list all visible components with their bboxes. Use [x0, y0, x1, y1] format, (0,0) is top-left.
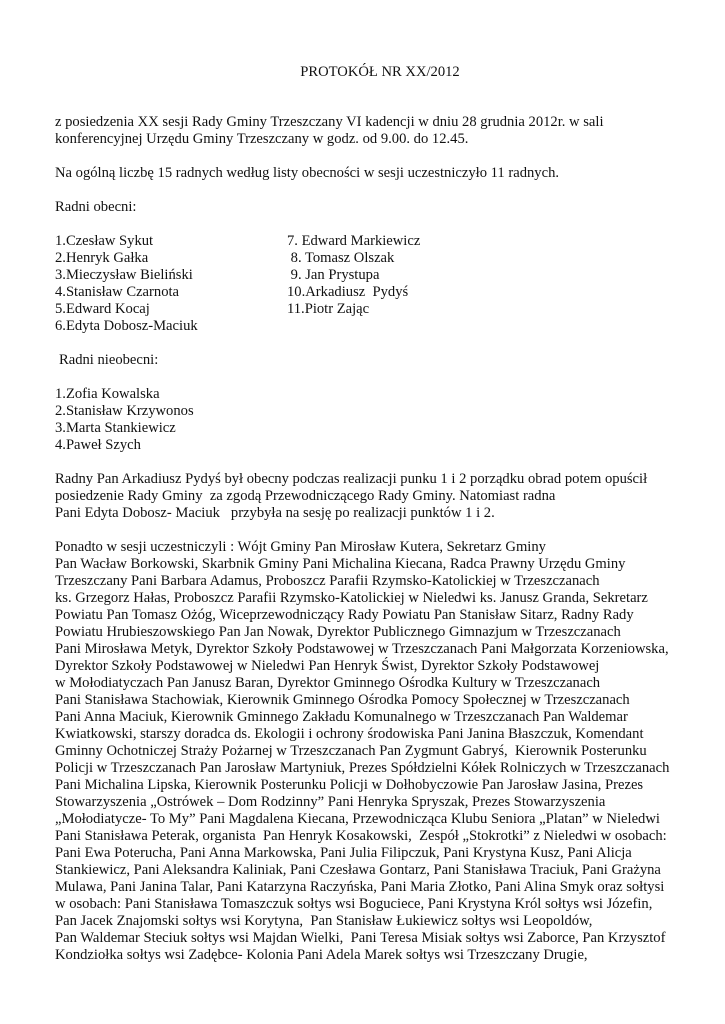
list-item: 2.Henryk Gałka	[55, 250, 149, 266]
intro-paragraph	[55, 114, 695, 148]
intro-line: konferencyjnej Urzędu Gminy Trzeszczany w godz. od 9.00. do 12.45.	[55, 131, 469, 147]
participants-line: Stowarzyszenia „Ostrówek – Dom Rodzinny” Pani Henryka Spryszak, Prezes Stowarzyszenia	[55, 794, 606, 810]
participants-line: Stankiewicz, Pani Aleksandra Kaliniak, Pani Czesława Gontarz, Pani Stanisława Traciuk, Pani Grażyna	[55, 862, 661, 878]
list-item: 4.Paweł Szych	[55, 437, 141, 453]
participants-line: Dyrektor Szkoły Podstawowej w Nieledwi Pan Henryk Świst, Dyrektor Szkoły Podstawowej	[55, 658, 600, 674]
participants-line: w osobach: Pani Stanisława Tomaszczuk sołtys wsi Boguciece, Pani Krystyna Król sołtys wsi Józefin,	[55, 896, 653, 912]
participants-line: Pani Ewa Poterucha, Pani Anna Markowska, Pani Julia Filipczuk, Pani Krystyna Kusz, Pani Alicja	[55, 845, 632, 861]
participants-line: Powiatu Pan Tomasz Ożóg, Wiceprzewodniczący Rady Powiatu Pan Stanisław Sitarz, Radny Rady	[55, 607, 634, 623]
participants-paragraph	[55, 539, 695, 964]
list-item: 1.Zofia Kowalska	[55, 386, 160, 402]
absent-heading: Radni nieobecni:	[59, 352, 159, 368]
participants-line: Pani Anna Maciuk, Kierownik Gminnego Zakładu Komunalnego w Trzeszczanach Pan Waldemar	[55, 709, 628, 725]
participants-line: Gminny Ochotniczej Straży Pożarnej w Trzeszczanach Pan Zygmunt Gabryś, Kierownik Posterunku	[55, 743, 647, 759]
participants-line: Pan Waldemar Steciuk sołtys wsi Majdan Wielki, Pani Teresa Misiak sołtys wsi Zaborce, Pan Krzysztof	[55, 930, 666, 946]
list-item: 9. Jan Prystupa	[287, 267, 380, 283]
list-item: 2.Stanisław Krzywonos	[55, 403, 194, 419]
spacer	[55, 454, 695, 471]
spacer	[55, 98, 695, 114]
absent-councillors-list	[55, 386, 695, 454]
participants-line: Kondziołka sołtys wsi Zadębce- Kolonia Pani Adela Marek sołtys wsi Trzeszczany Drugie,	[55, 947, 588, 963]
list-item: 10.Arkadiusz Pydyś	[287, 284, 409, 300]
participants-line: Ponadto w sesji uczestniczyli : Wójt Gminy Pan Mirosław Kutera, Sekretarz Gminy	[55, 539, 546, 555]
participants-line: Pan Wacław Borkowski, Skarbnik Gminy Pani Michalina Kiecana, Radca Prawny Urzędu Gminy	[55, 556, 626, 572]
list-item: 4.Stanisław Czarnota	[55, 284, 180, 300]
participants-line: Pan Jacek Znajomski sołtys wsi Korytyna, Pan Stanisław Łukiewicz sołtys wsi Leopoldów,	[55, 913, 593, 929]
list-item: 1.Czesław Sykut	[55, 233, 154, 249]
intro-line: z posiedzenia XX sesji Rady Gminy Trzeszczany VI kadencji w dniu 28 grudnia 2012r. w sali	[55, 114, 604, 130]
participants-line: Policji w Trzeszczanach Pan Jarosław Martyniuk, Prezes Spółdzielni Kółek Rolniczych w Trzeszczanach	[55, 760, 670, 776]
note-line: posiedzenie Rady Gminy za zgodą Przewodniczącego Rady Gminy. Natomiast radna	[55, 488, 556, 504]
quorum-statement: Na ogólną liczbę 15 radnych według listy obecności w sesji uczestniczyło 11 radnych.	[55, 165, 560, 181]
note-line: Radny Pan Arkadiusz Pydyś był obecny podczas realizacji punku 1 i 2 porządku obrad potem opuścił	[55, 471, 648, 487]
list-item: 5.Edward Kocaj	[55, 301, 150, 317]
participants-line: Pani Stanisława Peterak, organista Pan Henryk Kosakowski, Zespół „Stokrotki” z Nieledwi w osobach:	[55, 828, 667, 844]
participants-line: ks. Grzegorz Hałas, Proboszcz Parafii Rzymsko-Katolickiej w Nieledwi ks. Janusz Granda, Sekretarz	[55, 590, 648, 606]
spacer	[55, 182, 695, 199]
present-councillors-list	[55, 233, 695, 335]
spacer	[55, 148, 695, 165]
participants-line: w Mołodiatyczach Pan Janusz Baran, Dyrektor Gminnego Ośrodka Kultury w Trzeszczanach	[55, 675, 601, 691]
protocol-title: PROTOKÓŁ NR XX/2012	[300, 64, 460, 80]
participants-line: Mulawa, Pani Janina Talar, Pani Katarzyna Raczyńska, Pani Maria Złotko, Pani Alina Smyk oraz sołtysi	[55, 879, 665, 895]
list-item: 8. Tomasz Olszak	[287, 250, 395, 266]
list-item: 6.Edyta Dobosz-Maciuk	[55, 318, 198, 334]
list-item: 11.Piotr Zając	[287, 301, 370, 317]
note-line: Pani Edyta Dobosz- Maciuk przybyła na sesję po realizacji punktów 1 i 2.	[55, 505, 495, 521]
spacer	[55, 369, 695, 386]
present-heading: Radni obecni:	[55, 199, 137, 215]
attendance-note	[55, 471, 695, 522]
participants-line: Kwiatkowski, starszy doradca ds. Ekologii i ochrony środowiska Pani Janina Błaszczuk, Komendant	[55, 726, 644, 742]
present-list-right	[287, 233, 420, 318]
spacer	[55, 81, 695, 98]
participants-line: Pani Stanisława Stachowiak, Kierownik Gminnego Ośrodka Pomocy Społecznej w Trzeszczanach	[55, 692, 630, 708]
spacer	[55, 522, 695, 539]
participants-line: Powiatu Hrubieszowskiego Pan Jan Nowak, Dyrektor Publicznego Gimnazjum w Trzeszczanach	[55, 624, 621, 640]
document-page	[55, 64, 695, 964]
spacer	[55, 216, 695, 233]
participants-line: „Mołodiatycze- To My” Pani Magdalena Kiecana, Przewodnicząca Klubu Seniora „Platan” w Nieledwi	[55, 811, 660, 827]
participants-line: Pani Michalina Lipska, Kierownik Posterunku Policji w Dołhobyczowie Pan Jarosław Jasina, Prezes	[55, 777, 644, 793]
list-item: 3.Mieczysław Bieliński	[55, 267, 193, 283]
list-item: 7. Edward Markiewicz	[287, 233, 421, 249]
spacer	[55, 335, 695, 352]
list-item: 3.Marta Stankiewicz	[55, 420, 176, 436]
participants-line: Pani Mirosława Metyk, Dyrektor Szkoły Podstawowej w Trzeszczanach Pani Małgorzata Korzeniowska,	[55, 641, 669, 657]
participants-line: Trzeszczany Pani Barbara Adamus, Proboszcz Parafii Rzymsko-Katolickiej w Trzeszczanach	[55, 573, 600, 589]
